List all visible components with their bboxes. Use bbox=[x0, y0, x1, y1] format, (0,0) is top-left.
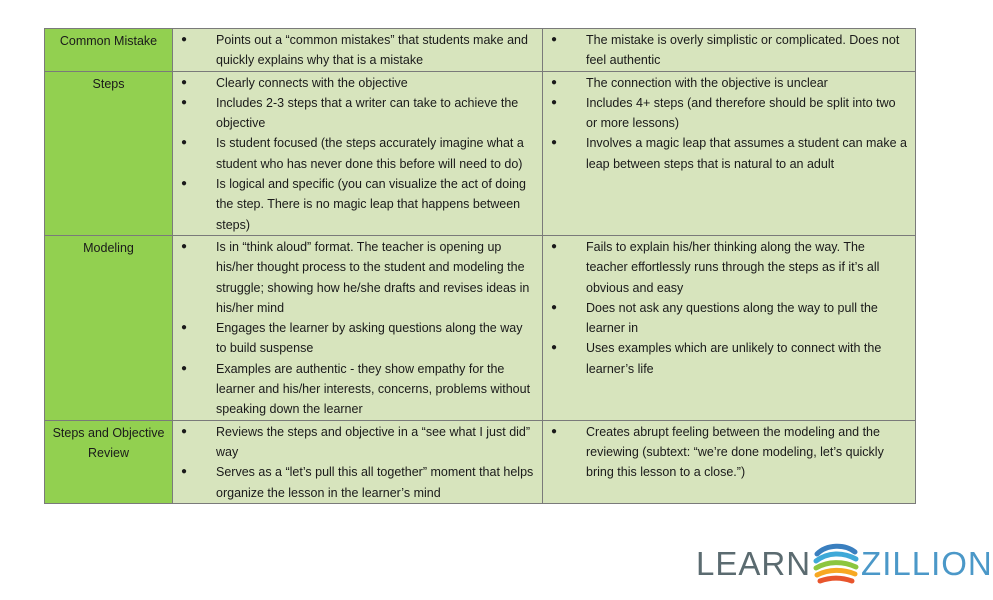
list-item-text: The mistake is overly simplistic or complicated. Does not feel authentic bbox=[586, 33, 900, 68]
list-item-text: Is in “think aloud” format. The teacher is opening up his/her thought process to the student and modeling the struggle; showing how he/she drafts and revises ideas in his/her mind bbox=[216, 239, 530, 315]
row-label: Steps bbox=[45, 71, 173, 235]
list-item bbox=[178, 359, 536, 420]
list-item-text: Engages the learner by asking questions along the way to build suspense bbox=[216, 321, 523, 356]
bullet-list bbox=[548, 422, 909, 483]
rubric-row bbox=[45, 71, 916, 235]
rubric-row bbox=[45, 29, 916, 72]
list-item-text: Does not ask any questions along the way to pull the learner in bbox=[586, 300, 878, 336]
bullet-icon: ● bbox=[181, 466, 188, 478]
bullet-icon: ● bbox=[551, 342, 558, 354]
list-item bbox=[548, 93, 909, 134]
bullet-list bbox=[548, 237, 909, 379]
list-item-text: Fails to explain his/her thinking along the way. The teacher effortlessly runs through the steps as if it’s all obvious and easy bbox=[586, 239, 880, 295]
bullet-list bbox=[178, 422, 536, 503]
row-label: Modeling bbox=[45, 235, 173, 420]
logo-learn-text: LEARN bbox=[696, 545, 812, 582]
bullet-icon: ● bbox=[181, 425, 188, 437]
bullet-icon: ● bbox=[181, 34, 188, 45]
bullet-list bbox=[548, 73, 909, 174]
criteria-cell bbox=[173, 29, 543, 72]
list-item-text: Is logical and specific (you can visualize the act of doing the step. There is no magic leap that happens between steps) bbox=[216, 177, 526, 232]
list-item bbox=[178, 237, 536, 318]
learnzillion-logo bbox=[696, 540, 993, 588]
pitfalls-cell bbox=[543, 420, 916, 503]
bullet-list bbox=[178, 73, 536, 235]
list-item-text: Includes 2-3 steps that a writer can take to achieve the objective bbox=[216, 95, 519, 131]
rubric-row bbox=[45, 235, 916, 420]
list-item bbox=[548, 73, 909, 93]
list-item-text: Examples are authentic - they show empathy for the learner and his/her interests, concerns, problems without speaking down the learner bbox=[216, 361, 531, 417]
list-item bbox=[178, 30, 536, 71]
bullet-icon: ● bbox=[551, 240, 558, 252]
bullet-icon: ● bbox=[551, 34, 558, 45]
bullet-icon: ● bbox=[551, 137, 558, 149]
bullet-icon: ● bbox=[181, 137, 188, 149]
rubric-table bbox=[44, 28, 916, 504]
list-item bbox=[548, 30, 909, 71]
list-item bbox=[178, 422, 536, 463]
bullet-icon: ● bbox=[181, 362, 188, 374]
bullet-icon: ● bbox=[551, 425, 558, 437]
list-item-text: Uses examples which are unlikely to connect with the learner’s life bbox=[586, 341, 882, 376]
bullet-icon: ● bbox=[181, 322, 188, 334]
bullet-icon: ● bbox=[181, 178, 188, 190]
bullet-list bbox=[178, 237, 536, 420]
list-item-text: Includes 4+ steps (and therefore should be split into two or more lessons) bbox=[586, 95, 896, 131]
list-item bbox=[178, 93, 536, 134]
row-label: Common Mistake bbox=[45, 29, 173, 72]
list-item-text: Serves as a “let’s pull this all together” moment that helps organize the lesson in the learner’s mind bbox=[216, 465, 534, 500]
criteria-cell bbox=[173, 235, 543, 420]
bullet-list bbox=[548, 30, 909, 71]
list-item-text: Clearly connects with the objective bbox=[216, 75, 408, 90]
bullet-icon: ● bbox=[181, 96, 188, 108]
list-item bbox=[548, 338, 909, 379]
list-item bbox=[548, 133, 909, 174]
pitfalls-cell bbox=[543, 235, 916, 420]
rubric-body bbox=[45, 29, 916, 504]
list-item-text: Points out a “common mistakes” that students make and quickly explains why that is a mistake bbox=[216, 33, 528, 68]
list-item bbox=[548, 298, 909, 339]
row-label: Steps and Objective Review bbox=[45, 420, 173, 503]
list-item-text: The connection with the objective is unclear bbox=[586, 75, 828, 90]
list-item bbox=[178, 73, 536, 93]
bullet-icon: ● bbox=[181, 240, 188, 252]
bullet-icon: ● bbox=[551, 301, 558, 313]
pitfalls-cell bbox=[543, 29, 916, 72]
list-item bbox=[178, 318, 536, 359]
list-item bbox=[178, 133, 536, 174]
swirl-logo-icon bbox=[813, 542, 859, 586]
logo-zillion-text: ZILLION bbox=[861, 545, 993, 582]
bullet-list bbox=[178, 30, 536, 71]
list-item bbox=[548, 422, 909, 483]
list-item bbox=[548, 237, 909, 298]
bullet-icon: ● bbox=[551, 96, 558, 108]
list-item bbox=[178, 462, 536, 503]
criteria-cell bbox=[173, 71, 543, 235]
rubric-row bbox=[45, 420, 916, 503]
list-item-text: Is student focused (the steps accurately imagine what a student who has never done this before will need to do) bbox=[216, 136, 524, 171]
list-item bbox=[178, 174, 536, 235]
criteria-cell bbox=[173, 420, 543, 503]
list-item-text: Creates abrupt feeling between the modeling and the reviewing (subtext: “we’re done modeling, let’s quickly bring this lesson to a close.”) bbox=[586, 424, 884, 480]
bullet-icon: ● bbox=[551, 76, 558, 88]
list-item-text: Reviews the steps and objective in a “see what I just did” way bbox=[216, 424, 531, 459]
bullet-icon: ● bbox=[181, 76, 188, 88]
pitfalls-cell bbox=[543, 71, 916, 235]
list-item-text: Involves a magic leap that assumes a student can make a leap between steps that is natural to an adult bbox=[586, 136, 908, 171]
